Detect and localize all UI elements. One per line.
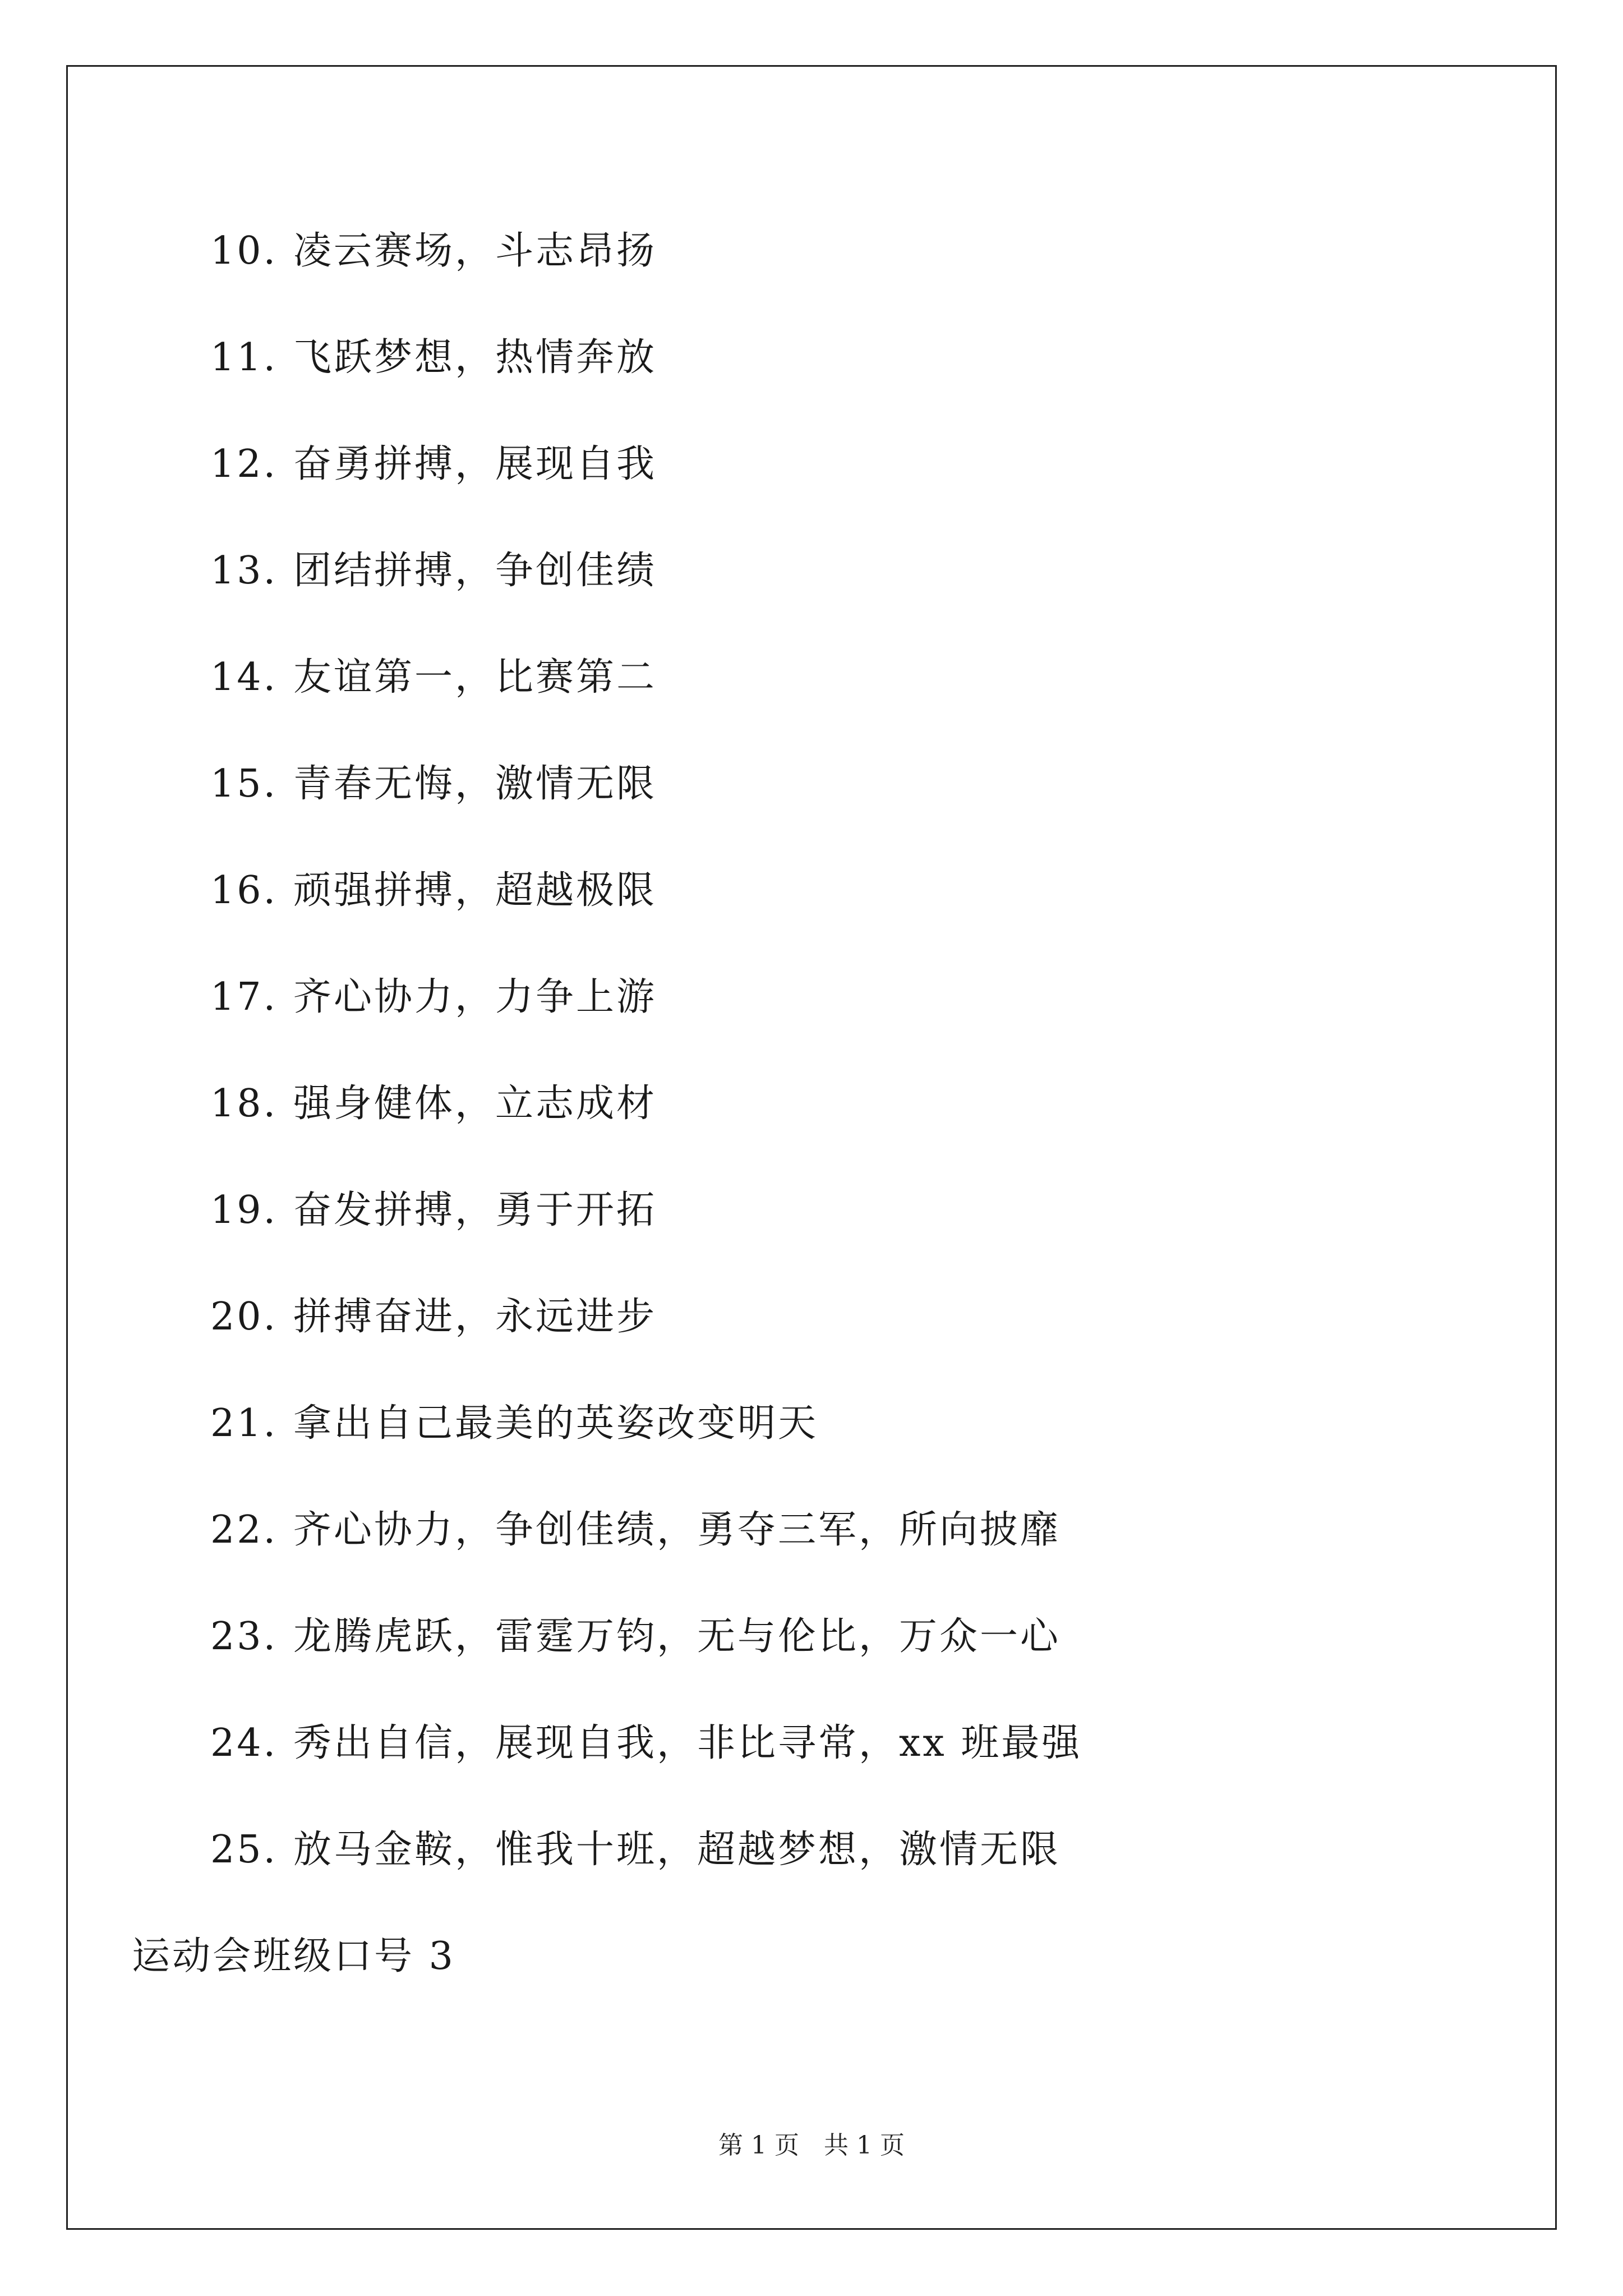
- item-text: 强身健体，立志成材: [293, 1082, 657, 1126]
- item-text: 飞跃梦想，热情奔放: [293, 335, 657, 380]
- item-number: 25.: [210, 1828, 278, 1872]
- list-item: [210, 220, 657, 282]
- list-item: [210, 1286, 657, 1348]
- item-text: 团结拼搏，争创佳绩: [293, 549, 657, 593]
- item-number: 15.: [210, 762, 278, 806]
- item-number: 22.: [210, 1508, 278, 1552]
- list-item: [210, 327, 657, 389]
- item-text: 龙腾虎跃，雷霆万钧，无与伦比，万众一心: [293, 1614, 1061, 1659]
- item-text: 友谊第一，比赛第二: [293, 655, 657, 700]
- item-number: 24.: [210, 1721, 278, 1765]
- item-text: 放马金鞍，惟我十班，超越梦想，激情无限: [293, 1828, 1061, 1872]
- item-text: 齐心协力，力争上游: [293, 975, 657, 1019]
- list-item: [210, 967, 657, 1028]
- item-number: 20.: [210, 1295, 278, 1339]
- list-item: [210, 860, 657, 922]
- item-number: 12.: [210, 442, 278, 486]
- item-number: 17.: [210, 975, 278, 1019]
- page-border: [66, 65, 1557, 2230]
- list-item: [210, 1180, 657, 1241]
- list-item: [210, 434, 657, 495]
- section-heading: 运动会班级口号 3: [132, 1934, 455, 1978]
- item-number: 16.: [210, 868, 278, 913]
- item-text: 奋勇拼搏，展现自我: [293, 442, 657, 486]
- list-item: [210, 1713, 1082, 1774]
- item-number: 19.: [210, 1188, 278, 1232]
- item-number: 18.: [210, 1082, 278, 1126]
- item-number: 13.: [210, 549, 278, 593]
- list-item: [210, 1073, 657, 1135]
- list-item: [210, 1499, 1061, 1561]
- item-number: 21.: [210, 1401, 278, 1446]
- item-text: 顽强拼搏，超越极限: [293, 868, 657, 913]
- item-text: 齐心协力，争创佳绩，勇夺三军，所向披靡: [293, 1508, 1061, 1552]
- item-text: 拿出自己最美的英姿改变明天: [293, 1401, 819, 1446]
- item-number: 14.: [210, 655, 278, 700]
- list-item: [210, 540, 657, 602]
- item-number: 10.: [210, 229, 278, 273]
- list-item: [210, 647, 657, 708]
- list-item: [210, 1393, 818, 1455]
- list-item: [210, 753, 657, 815]
- list-item: [210, 1819, 1061, 1881]
- item-text: 秀出自信，展现自我，非比寻常，xx 班最强: [293, 1721, 1082, 1765]
- page-number-footer: 第 1 页 共 1 页: [718, 2131, 905, 2160]
- item-text: 青春无悔，激情无限: [293, 762, 657, 806]
- item-text: 奋发拼搏，勇于开拓: [293, 1188, 657, 1232]
- list-item: [210, 1606, 1061, 1668]
- item-text: 拼搏奋进，永远进步: [293, 1295, 657, 1339]
- item-number: 11.: [210, 335, 278, 380]
- item-number: 23.: [210, 1614, 278, 1659]
- item-text: 凌云赛场，斗志昂扬: [293, 229, 657, 273]
